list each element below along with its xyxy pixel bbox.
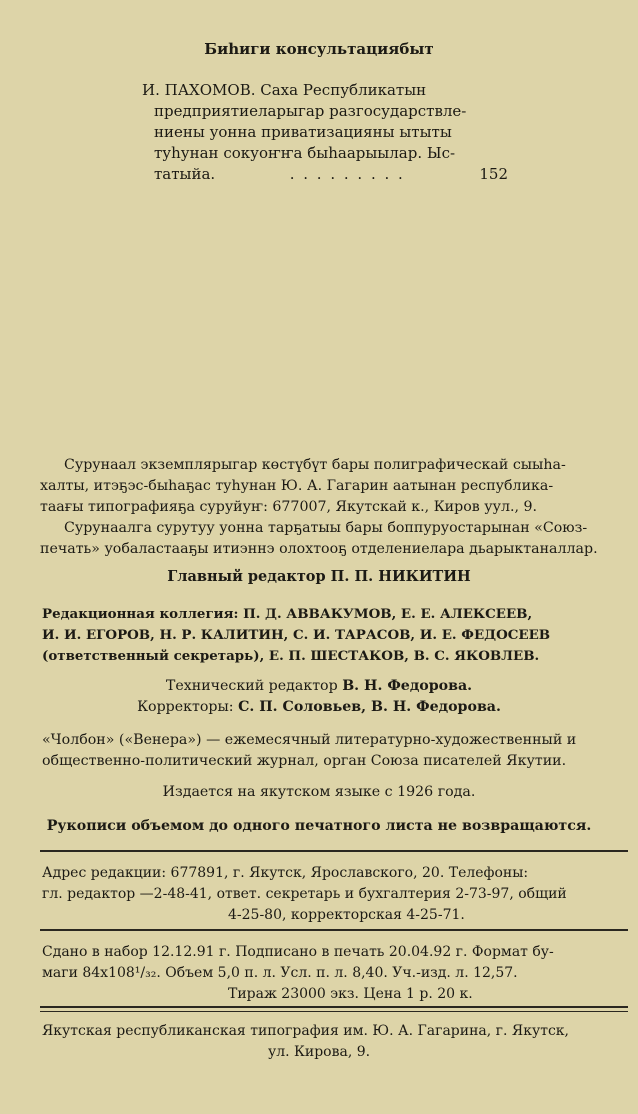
desc-line: общественно-политический журнал, орган Союза писателей Якутии.: [42, 753, 567, 769]
toc-last-line: [142, 164, 508, 185]
toc-last-text: татыйа.: [154, 165, 216, 183]
subscription-note: [40, 518, 630, 560]
note-line: печать» уобаластааҕы итиэннэ олохтооҕ отделениелара дьарыктаналлар.: [40, 541, 598, 557]
chief-editor: Главный редактор П. П. НИКИТИН: [167, 568, 471, 585]
note-line: Сурунаал экземплярыгар көстүбүт бары полиграфическай сыыһа-: [64, 457, 566, 473]
editorial-address: [42, 863, 632, 926]
toc-leader: . . . . . . . . .: [289, 165, 405, 183]
toc-line: И. ПАХОМОВ. Саха Республикатын: [142, 81, 427, 99]
toc-line: ниены уонна приватизацияны ытыты: [154, 123, 452, 141]
print-info-line: Тираж 23000 экз. Цена 1 р. 20 к.: [228, 986, 473, 1002]
divider: [40, 929, 628, 931]
toc-page-number: 152: [479, 165, 508, 183]
note-line: Сурунаалга сурутуу уонна тарҕатыы бары боппуруостарынан «Союз-: [64, 520, 588, 536]
published-since: Издается на якутском языке с 1926 года.: [162, 784, 476, 800]
divider: [40, 850, 628, 852]
editorial-board: [42, 604, 632, 667]
printer-info: [42, 1021, 632, 1063]
printing-note: [40, 455, 630, 518]
print-info-line: Сдано в набор 12.12.91 г. Подписано в печать 20.04.92 г. Формат бу-: [42, 944, 554, 960]
board-line: Редакционная коллегия: П. Д. АВВАКУМОВ, Е. Е. АЛЕКСЕЕВ,: [42, 606, 533, 622]
journal-description: [42, 730, 632, 772]
toc-line: туһунан сокуоҥҥа быһаарыылар. Ыс-: [154, 144, 456, 162]
divider: [40, 1006, 628, 1008]
print-info: [42, 942, 632, 1005]
note-line: халты, итэҕэс-быһаҕас туһунан Ю. А. Гагарин аатынан республика-: [40, 478, 554, 494]
tech-editor-name: В. Н. Федорова.: [342, 678, 473, 694]
printer-line: ул. Кирова, 9.: [268, 1044, 371, 1060]
address-line: Адрес редакции: 677891, г. Якутск, Ярославского, 20. Телефоны:: [42, 865, 529, 881]
correctors-names: С. П. Соловьев, В. Н. Федорова.: [238, 699, 501, 715]
note-line: таағы типографияҕа суруйуҥ: 677007, Якутскай к., Киров уул., 9.: [40, 499, 538, 515]
manuscripts-note: Рукописи объемом до одного печатного листа не возвращаются.: [46, 818, 592, 834]
board-line: И. И. ЕГОРОВ, Н. Р. КАЛИТИН, С. И. ТАРАСОВ, И. Е. ФЕДОСЕЕВ: [42, 627, 551, 643]
printer-line: Якутская республиканская типография им. Ю. А. Гагарина, г. Якутск,: [42, 1023, 569, 1039]
section-heading: Биһиги консультациябыт: [204, 40, 434, 58]
board-line: (ответственный секретарь), Е. П. ШЕСТАКОВ, В. С. ЯКОВЛЕВ.: [42, 648, 540, 664]
tech-editor-label: Технический редактор: [165, 678, 338, 694]
correctors-label: Корректоры:: [137, 699, 234, 715]
toc-entry: [142, 80, 508, 185]
desc-line: «Чолбон» («Венера») — ежемесячный литературно-художественный и: [42, 732, 577, 748]
divider: [40, 1011, 628, 1012]
print-info-line: маги 84х108¹/₃₂. Объем 5,0 п. л. Усл. п. л. 8,40. Уч.-изд. л. 12,57.: [42, 965, 518, 981]
address-line: гл. редактор —2-48-41, ответ. секретарь и бухгалтерия 2-73-97, общий: [42, 886, 567, 902]
toc-line: предприятиеларыгар разгосударствле-: [154, 102, 467, 120]
address-line: 4-25-80, корректорская 4-25-71.: [228, 907, 465, 923]
tech-staff: [0, 676, 638, 718]
